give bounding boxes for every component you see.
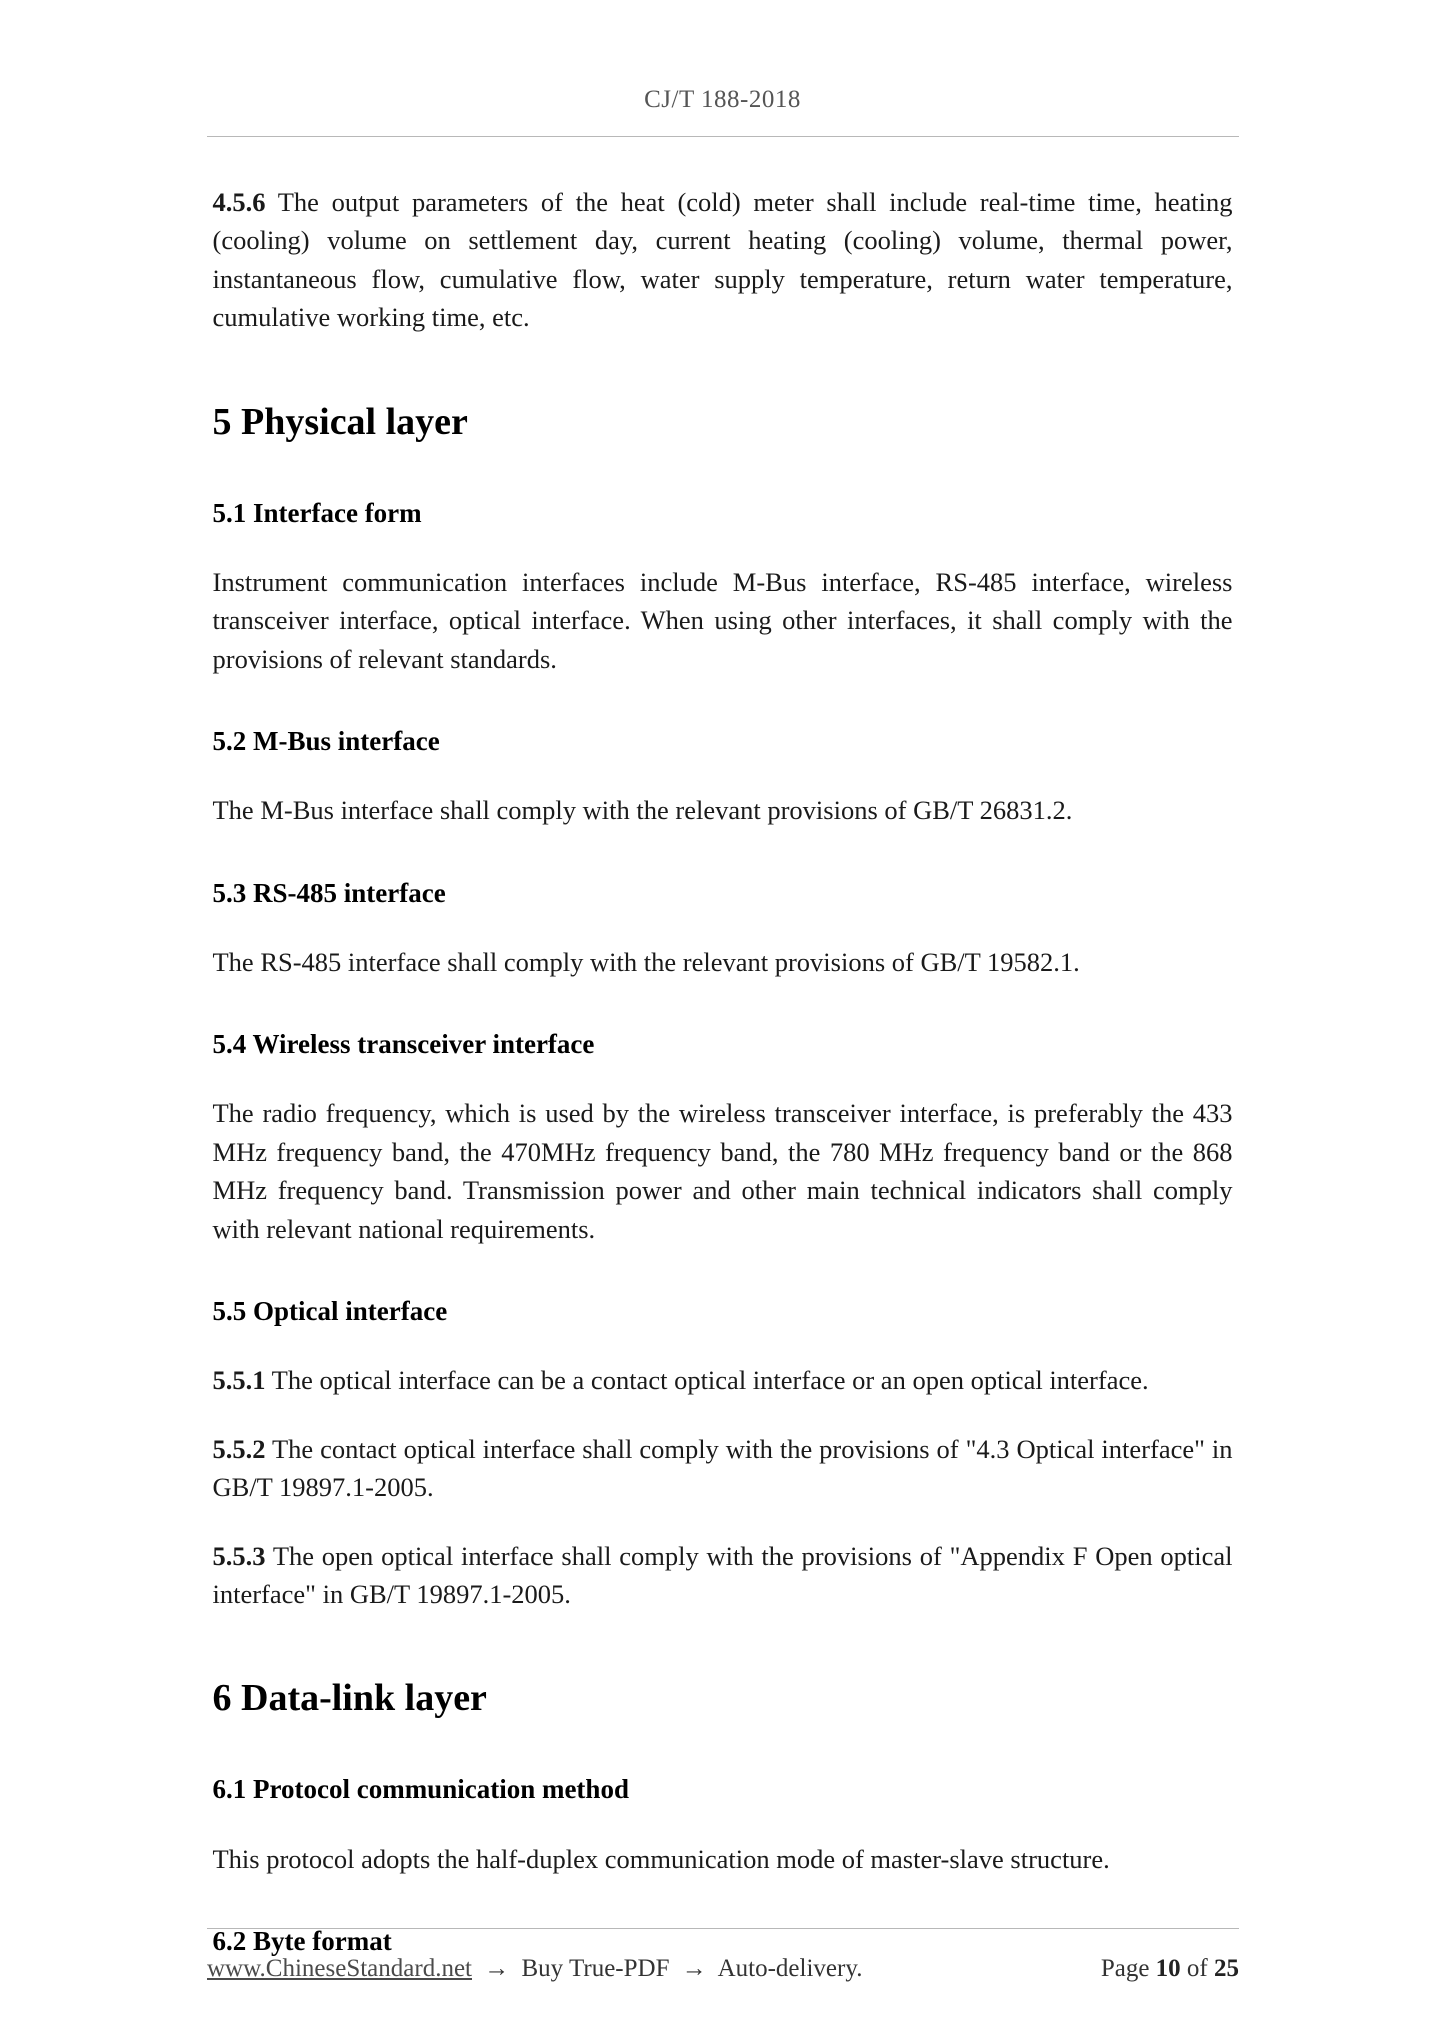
page-indicator [1101, 1955, 1239, 1983]
clause-number-5-5-1: 5.5.1 [212, 1365, 266, 1396]
paragraph-5-5-3 [213, 1537, 1233, 1614]
page-footer [207, 1928, 1239, 1983]
heading-6-2-byte-format: 6.2 Byte format [212, 1926, 392, 1957]
footer-website-link[interactable]: www.ChineseStandard.net [207, 1955, 472, 1982]
heading-6-data-link-layer: 6 Data-link layer [212, 1677, 487, 1720]
clause-number-5-5-2: 5.5.2 [212, 1433, 266, 1464]
heading-6-1-protocol-communication-method: 6.1 Protocol communication method [212, 1774, 629, 1805]
clause-text-5-5-3: The open optical interface shall comply with the provisions of "Appendix F Open optical interface" in GB/T 19897.1-2005. [212, 1540, 1233, 1609]
document-body [213, 137, 1233, 1961]
clause-text-4-5-6: The output parameters of the heat (cold) meter shall include real-time time, heating (cooling) volume on settlement day, current heating (cooling) volume, thermal power, instantaneous flow, cumulative flow, water supply temperature, return water temperature, cumulative working time, etc. [212, 187, 1233, 333]
paragraph-5-5-1 [213, 1361, 1233, 1399]
heading-5-3-rs485-interface: 5.3 RS-485 interface [212, 877, 446, 908]
paragraph-5-3: The RS-485 interface shall comply with the relevant provisions of GB/T 19582.1. [212, 946, 1080, 977]
doc-number: CJ/T 188-2018 [644, 86, 801, 113]
paragraph-5-2: The M-Bus interface shall comply with the relevant provisions of GB/T 26831.2. [212, 795, 1073, 826]
page-word: Page [1100, 1955, 1150, 1982]
paragraph-5-1: Instrument communication interfaces include M-Bus interface, RS-485 interface, wireless transceiver interface, optical interface. When using other interfaces, it shall comply with the provisions of relevant standards. [212, 566, 1233, 674]
paragraph-5-5-2 [213, 1430, 1233, 1507]
clause-number-5-5-3: 5.5.3 [212, 1540, 266, 1571]
arrow-right-icon: → [484, 1955, 510, 1982]
footer-buy-text: Buy True-PDF [521, 1955, 670, 1982]
paragraph-5-4: The radio frequency, which is used by the wireless transceiver interface, is preferably the 433 MHz frequency band, the 470MHz frequency band, the 780 MHz frequency band or the 868 MHz frequency band. Transmission power and other main technical indicators shall comply with relevant national requirements. [212, 1098, 1233, 1244]
clause-text-5-5-2: The contact optical interface shall comply with the provisions of "4.3 Optical interface" in GB/T 19897.1-2005. [212, 1433, 1233, 1503]
page-current: 10 [1155, 1955, 1181, 1982]
clause-text-5-5-1: The optical interface can be a contact optical interface or an open optical interface. [271, 1365, 1149, 1396]
paragraph-4-5-6 [213, 183, 1233, 337]
heading-5-physical-layer: 5 Physical layer [212, 400, 468, 443]
footer-source-line [207, 1955, 868, 1983]
page-total: 25 [1214, 1955, 1239, 1982]
of-word: of [1186, 1955, 1208, 1982]
heading-5-2-mbus-interface: 5.2 M-Bus interface [212, 726, 440, 757]
heading-5-4-wireless-transceiver-interface: 5.4 Wireless transceiver interface [212, 1029, 595, 1060]
paragraph-6-1: This protocol adopts the half-duplex communication mode of master-slave structure. [212, 1843, 1110, 1874]
footer-delivery-text: Auto-delivery. [717, 1955, 863, 1982]
clause-number-4-5-6: 4.5.6 [212, 187, 266, 217]
heading-5-1-interface-form: 5.1 Interface form [212, 497, 422, 528]
arrow-right-icon: → [681, 1955, 707, 1982]
page-header [0, 0, 1445, 137]
heading-5-5-optical-interface: 5.5 Optical interface [212, 1296, 448, 1327]
